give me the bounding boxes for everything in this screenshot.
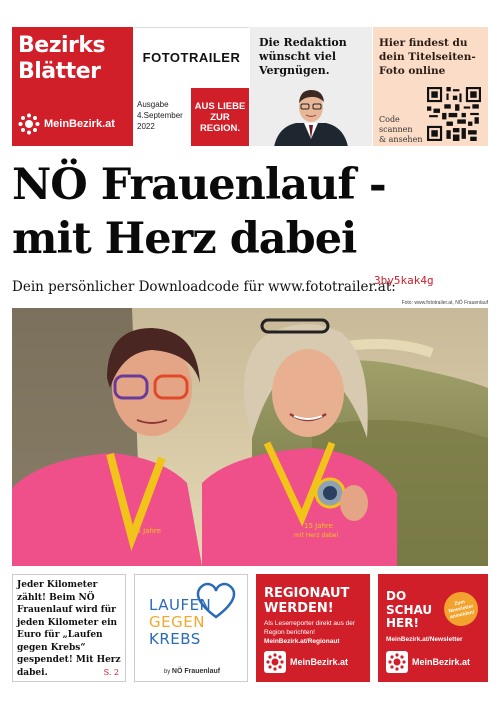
cover-text: Hier findest du dein Titelseiten-Foto online [379, 37, 476, 77]
newsletter-badge[interactable]: Zum Newsletter anmelden! [441, 589, 481, 629]
campaign-org: NÖ Frauenlauf [171, 668, 221, 675]
newsletter-title-line: SCHAU [386, 602, 433, 617]
newsletter-title-line: DO [386, 589, 407, 603]
masthead-logo [12, 27, 133, 146]
regionaut-title-line: REGIONAUT [264, 586, 350, 601]
teaser-text: Jeder Kilometer zählt! Beim NÖ Frauenlauf wird für jeden Kilometer ein Euro für „Laufen gegen Krebs“ gespendet! Mit Herz dabei. [17, 580, 121, 678]
issue-label: Ausgabe [137, 100, 169, 109]
regionaut-link[interactable]: MeinBezirk.at/Regionaut [264, 638, 340, 645]
brand-mark [18, 113, 115, 135]
campaign-logo-box [134, 574, 248, 682]
headline-line2: mit Herz dabei [12, 214, 357, 264]
campaign-word: LAUFEN [149, 596, 212, 614]
newsletter-link[interactable]: MeinBezirk.at/Newsletter [386, 636, 463, 643]
section-label: FOTOTRAILER [134, 27, 249, 87]
brand-name: MeinBezirk.at [44, 118, 115, 130]
cover-photo-box [373, 27, 488, 146]
scan-hint-line: scannen [379, 125, 413, 134]
cover-photo [12, 308, 488, 566]
slogan-badge [191, 88, 249, 146]
editorial-box [250, 27, 372, 146]
regionaut-title-line: WERDEN! [264, 601, 334, 616]
teaser-box[interactable] [12, 574, 126, 682]
issue-date: 4.September [137, 111, 183, 120]
editorial-text: Die Redaktion wünscht viel Vergnügen. [259, 36, 347, 77]
regionaut-subtitle: Als Leserreporter direkt aus der Region berichten! [264, 620, 356, 636]
newsletter-title [386, 590, 432, 631]
regionaut-title [264, 586, 349, 616]
page-reference[interactable]: S. 2 [103, 668, 119, 677]
by-label: by [163, 669, 171, 675]
headline-line1: NÖ Frauenlauf - [12, 160, 386, 210]
logo-line1: Bezirks [18, 33, 106, 58]
brand-mark [264, 651, 348, 673]
cover-photo-illustration [12, 308, 488, 566]
issue-info [137, 99, 189, 132]
brand-name: MeinBezirk.at [412, 657, 471, 667]
download-label: Dein persönlicher Downloadcode für www.fototrailer.at: [12, 279, 396, 295]
issue-year: 2022 [137, 122, 155, 131]
shirt-text: 15 Jahre [304, 522, 333, 530]
brand-mark [386, 651, 470, 673]
campaign-word: GEGEN [149, 613, 205, 631]
editor-portrait [266, 87, 356, 146]
headline [12, 158, 488, 266]
sun-logo-icon [386, 651, 408, 673]
campaign-wordmark [149, 597, 229, 648]
campaign-by [135, 668, 249, 675]
qr-code-icon[interactable] [427, 87, 481, 141]
shirt-text: mit Herz dabei [294, 532, 339, 539]
sun-logo-icon [18, 113, 40, 135]
sun-logo-icon [264, 651, 286, 673]
logo-line2: Blätter [18, 59, 101, 84]
photo-credit: Foto: www.fototrailer.at, NÖ Frauenlauf [401, 300, 488, 306]
slogan-text: AUS LIEBE ZUR REGION. [194, 100, 246, 134]
download-code[interactable]: 3by5kak4g [374, 274, 434, 287]
brand-name: MeinBezirk.at [290, 657, 349, 667]
campaign-word: KREBS [149, 630, 201, 648]
newsletter-title-line: HER! [386, 616, 419, 630]
scan-hint [379, 115, 422, 145]
regionaut-box[interactable] [256, 574, 370, 682]
scan-hint-line: Code [379, 115, 400, 124]
shirt-text: 15 Jahre [132, 527, 161, 535]
newsletter-box[interactable] [378, 574, 488, 682]
scan-hint-line: & ansehen [379, 135, 423, 144]
